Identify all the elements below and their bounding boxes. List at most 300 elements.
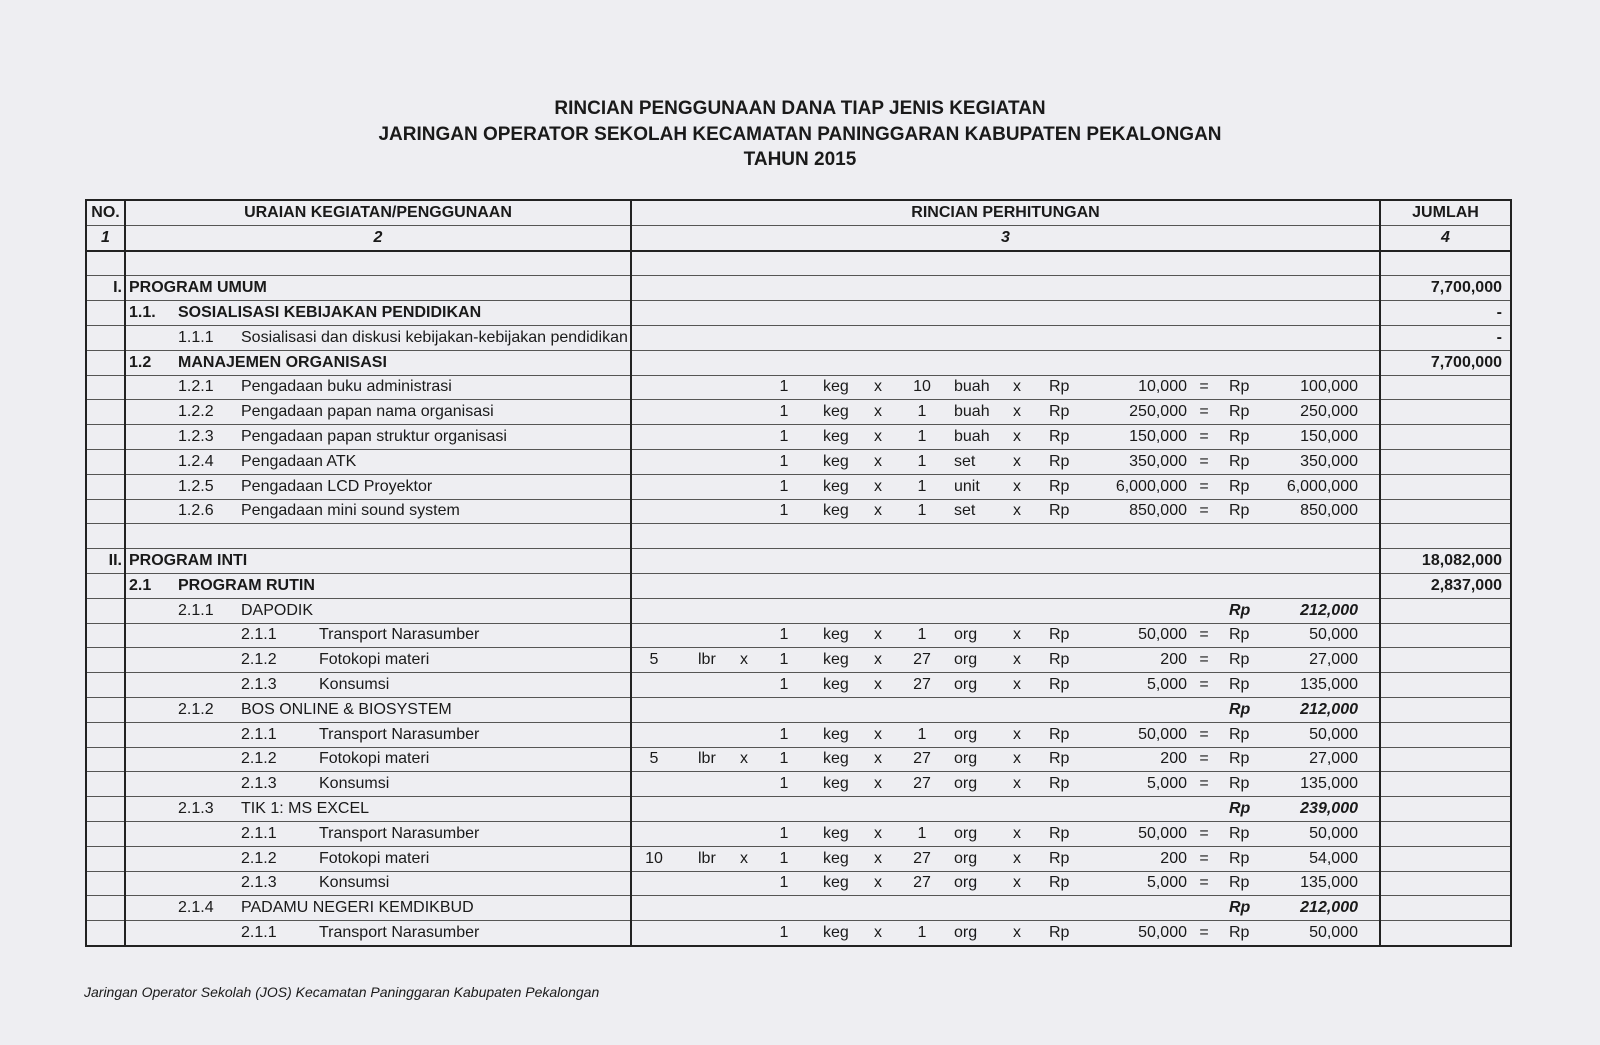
row-calculation bbox=[631, 747, 1380, 772]
row-calculation bbox=[631, 449, 1380, 474]
activity-code: 1.1.1 bbox=[178, 328, 214, 346]
calc-price: 5,000 bbox=[1146, 676, 1187, 694]
item-title: Konsumsi bbox=[319, 874, 390, 892]
calc-total: 150,000 bbox=[1300, 428, 1358, 446]
calc-u1: keg bbox=[823, 626, 849, 644]
row-calculation bbox=[631, 772, 1380, 797]
calc-q2: 27 bbox=[913, 775, 931, 793]
row-jumlah bbox=[1380, 846, 1511, 871]
row-no bbox=[86, 846, 125, 871]
calc-rp: Rp bbox=[1049, 924, 1070, 941]
times-sign: x bbox=[1013, 849, 1021, 867]
row-jumlah bbox=[1380, 474, 1511, 499]
calc-total: 135,000 bbox=[1300, 676, 1358, 694]
row-no bbox=[86, 797, 125, 822]
calc-u2: org bbox=[954, 651, 978, 669]
calc-u2: org bbox=[954, 849, 978, 867]
row-calculation bbox=[631, 400, 1380, 425]
calc-u0: lbr bbox=[698, 750, 716, 768]
row-jumlah bbox=[1380, 747, 1511, 772]
calc-total: 50,000 bbox=[1309, 725, 1358, 743]
row-no bbox=[86, 425, 125, 450]
row-jumlah bbox=[1380, 425, 1511, 450]
calc-eq: = bbox=[1199, 378, 1209, 396]
row-description bbox=[125, 573, 631, 598]
column-number-row bbox=[86, 225, 1511, 250]
calc-u1: keg bbox=[823, 849, 849, 867]
calc-rp: Rp bbox=[1049, 824, 1070, 842]
calc-rp: Rp bbox=[1049, 378, 1070, 396]
times-sign: x bbox=[874, 477, 882, 495]
row-calculation bbox=[631, 797, 1380, 822]
calc-total: 54,000 bbox=[1309, 849, 1358, 867]
calc-q2: 1 bbox=[917, 403, 927, 421]
calc-rp: Rp bbox=[1049, 403, 1070, 421]
calc-u1: keg bbox=[823, 775, 849, 793]
row-no: II. bbox=[86, 549, 125, 574]
calc-u2: org bbox=[954, 676, 978, 694]
subtotal-currency: Rp bbox=[1229, 601, 1251, 619]
times-sign: x bbox=[1013, 750, 1021, 768]
table-row bbox=[86, 449, 1511, 474]
calc-q2: 27 bbox=[913, 676, 931, 694]
item-title: Pengadaan buku administrasi bbox=[241, 378, 452, 396]
calc-rp: Rp bbox=[1049, 477, 1070, 495]
calc-q2: 27 bbox=[913, 874, 931, 892]
program-title: PROGRAM INTI bbox=[129, 552, 248, 570]
item-code: 1.2.6 bbox=[178, 502, 214, 520]
item-title: Konsumsi bbox=[319, 775, 390, 793]
calc-u1: keg bbox=[823, 428, 849, 446]
times-sign: x bbox=[1013, 378, 1021, 396]
subtotal-currency: Rp bbox=[1229, 700, 1251, 718]
calc-u2: org bbox=[954, 874, 978, 892]
section-code: 1.1. bbox=[129, 304, 156, 322]
calc-price: 10,000 bbox=[1138, 378, 1187, 396]
item-code: 2.1.1 bbox=[241, 725, 277, 743]
item-title: Transport Narasumber bbox=[319, 626, 480, 644]
row-calculation bbox=[631, 673, 1380, 698]
row-jumlah bbox=[1380, 251, 1511, 276]
calc-rp: Rp bbox=[1049, 502, 1070, 520]
row-no: I. bbox=[86, 276, 125, 301]
calc-eq: = bbox=[1199, 403, 1209, 421]
calc-price: 850,000 bbox=[1129, 502, 1187, 520]
times-sign: x bbox=[874, 626, 882, 644]
colnum-1: 1 bbox=[86, 225, 125, 250]
calc-rp2: Rp bbox=[1229, 502, 1250, 520]
activity-title: Sosialisasi dan diskusi kebijakan-kebijakan pendidikan bbox=[241, 328, 628, 346]
row-no bbox=[86, 350, 125, 375]
calc-u1: keg bbox=[823, 750, 849, 768]
calc-rp: Rp bbox=[1049, 725, 1070, 743]
times-sign: x bbox=[1013, 428, 1021, 446]
calc-u1: keg bbox=[823, 676, 849, 694]
row-jumlah bbox=[1380, 499, 1511, 524]
row-description bbox=[125, 797, 631, 822]
row-jumlah bbox=[1380, 821, 1511, 846]
calc-rp2: Rp bbox=[1229, 403, 1250, 421]
calc-eq: = bbox=[1199, 428, 1209, 446]
calc-price: 350,000 bbox=[1129, 452, 1187, 470]
calc-u2: org bbox=[954, 626, 978, 644]
row-description bbox=[125, 350, 631, 375]
calc-u2: buah bbox=[954, 378, 990, 396]
calc-eq: = bbox=[1199, 626, 1209, 644]
item-title: Pengadaan papan nama organisasi bbox=[241, 403, 494, 421]
activity-title: BOS ONLINE & BIOSYSTEM bbox=[241, 700, 452, 718]
calc-eq: = bbox=[1199, 924, 1209, 941]
row-jumlah: - bbox=[1380, 325, 1511, 350]
calc-q1: 1 bbox=[779, 403, 789, 421]
row-description bbox=[125, 697, 631, 722]
calc-rp2: Rp bbox=[1229, 378, 1250, 396]
header-rincian: RINCIAN PERHITUNGAN bbox=[631, 200, 1380, 225]
row-calculation bbox=[631, 425, 1380, 450]
section-code: 1.2 bbox=[129, 353, 152, 371]
calc-rp: Rp bbox=[1049, 676, 1070, 694]
table-row bbox=[86, 524, 1511, 549]
calc-q1: 1 bbox=[779, 824, 789, 842]
row-description bbox=[125, 251, 631, 276]
calc-q2: 27 bbox=[913, 750, 931, 768]
calc-q2: 1 bbox=[917, 428, 927, 446]
times-sign: x bbox=[874, 676, 882, 694]
colnum-4: 4 bbox=[1380, 225, 1511, 250]
item-code: 1.2.4 bbox=[178, 452, 214, 470]
row-jumlah bbox=[1380, 722, 1511, 747]
row-calculation bbox=[631, 375, 1380, 400]
calc-total: 350,000 bbox=[1300, 452, 1358, 470]
row-jumlah bbox=[1380, 797, 1511, 822]
table-row bbox=[86, 648, 1511, 673]
times-sign: x bbox=[874, 924, 882, 941]
calc-q2: 27 bbox=[913, 651, 931, 669]
row-calculation bbox=[631, 846, 1380, 871]
calc-q1: 1 bbox=[779, 626, 789, 644]
doc-title-line1: RINCIAN PENGGUNAAN DANA TIAP JENIS KEGIATAN bbox=[554, 98, 1046, 119]
row-description bbox=[125, 871, 631, 896]
calc-u2: org bbox=[954, 750, 978, 768]
times-sign: x bbox=[1013, 477, 1021, 495]
calc-u2: org bbox=[954, 924, 978, 941]
calc-rp2: Rp bbox=[1229, 924, 1250, 941]
row-calculation bbox=[631, 276, 1380, 301]
calc-total: 6,000,000 bbox=[1286, 477, 1358, 495]
row-no bbox=[86, 921, 125, 946]
times-sign: x bbox=[1013, 775, 1021, 793]
calc-total: 50,000 bbox=[1309, 824, 1358, 842]
table-row bbox=[86, 821, 1511, 846]
item-code: 2.1.1 bbox=[241, 824, 277, 842]
row-jumlah: 7,700,000 bbox=[1380, 276, 1511, 301]
row-calculation bbox=[631, 549, 1380, 574]
calc-price: 200 bbox=[1160, 651, 1187, 669]
row-no bbox=[86, 673, 125, 698]
calc-price: 50,000 bbox=[1138, 924, 1187, 941]
row-no bbox=[86, 449, 125, 474]
item-title: Konsumsi bbox=[319, 676, 390, 694]
row-calculation bbox=[631, 573, 1380, 598]
times-sign: x bbox=[874, 775, 882, 793]
item-title: Fotokopi materi bbox=[319, 651, 430, 669]
calc-u1: keg bbox=[823, 824, 849, 842]
row-no bbox=[86, 301, 125, 326]
row-no bbox=[86, 747, 125, 772]
row-no bbox=[86, 499, 125, 524]
row-description bbox=[125, 896, 631, 921]
calc-rp2: Rp bbox=[1229, 676, 1250, 694]
row-no bbox=[86, 623, 125, 648]
activity-code: 2.1.3 bbox=[178, 800, 214, 818]
activity-title: PADAMU NEGERI KEMDIKBUD bbox=[241, 899, 474, 917]
table-row bbox=[86, 846, 1511, 871]
calc-price: 50,000 bbox=[1138, 824, 1187, 842]
calc-u2: org bbox=[954, 725, 978, 743]
table-row bbox=[86, 772, 1511, 797]
calc-u2: unit bbox=[954, 477, 980, 495]
calc-q0: 5 bbox=[649, 750, 659, 768]
header-row bbox=[86, 200, 1511, 225]
row-description bbox=[125, 673, 631, 698]
table-row bbox=[86, 425, 1511, 450]
row-no bbox=[86, 598, 125, 623]
times-sign: x bbox=[1013, 502, 1021, 520]
colnum-3: 3 bbox=[631, 225, 1380, 250]
calc-eq: = bbox=[1199, 676, 1209, 694]
row-calculation bbox=[631, 325, 1380, 350]
row-no bbox=[86, 648, 125, 673]
calc-q1: 1 bbox=[779, 849, 789, 867]
calc-eq: = bbox=[1199, 725, 1209, 743]
item-title: Pengadaan LCD Proyektor bbox=[241, 477, 433, 495]
activity-title: DAPODIK bbox=[241, 601, 314, 619]
item-code: 1.2.2 bbox=[178, 403, 214, 421]
header-jumlah: JUMLAH bbox=[1380, 200, 1511, 225]
activity-title: TIK 1: MS EXCEL bbox=[241, 800, 370, 818]
calc-rp2: Rp bbox=[1229, 428, 1250, 446]
calc-u0: lbr bbox=[698, 849, 716, 867]
calc-total: 135,000 bbox=[1300, 775, 1358, 793]
calc-eq: = bbox=[1199, 502, 1209, 520]
row-jumlah bbox=[1380, 375, 1511, 400]
calc-q0: 10 bbox=[645, 849, 663, 867]
times-sign: x bbox=[740, 651, 748, 669]
times-sign: x bbox=[740, 750, 748, 768]
calc-price: 6,000,000 bbox=[1115, 477, 1187, 495]
row-jumlah: 7,700,000 bbox=[1380, 350, 1511, 375]
row-calculation bbox=[631, 623, 1380, 648]
row-calculation bbox=[631, 821, 1380, 846]
calc-u2: buah bbox=[954, 428, 990, 446]
table-row bbox=[86, 896, 1511, 921]
table-row bbox=[86, 573, 1511, 598]
table-row bbox=[86, 797, 1511, 822]
table-row bbox=[86, 251, 1511, 276]
row-jumlah bbox=[1380, 896, 1511, 921]
row-jumlah bbox=[1380, 648, 1511, 673]
item-title: Fotokopi materi bbox=[319, 750, 430, 768]
times-sign: x bbox=[1013, 824, 1021, 842]
table-row bbox=[86, 598, 1511, 623]
calc-u1: keg bbox=[823, 725, 849, 743]
table-row bbox=[86, 474, 1511, 499]
calc-q1: 1 bbox=[779, 428, 789, 446]
row-no bbox=[86, 524, 125, 549]
calc-u2: org bbox=[954, 775, 978, 793]
row-calculation bbox=[631, 722, 1380, 747]
calc-q1: 1 bbox=[779, 874, 789, 892]
calc-u1: keg bbox=[823, 924, 849, 941]
row-description bbox=[125, 474, 631, 499]
calc-total: 50,000 bbox=[1309, 924, 1358, 941]
calc-u2: org bbox=[954, 824, 978, 842]
row-no bbox=[86, 325, 125, 350]
calc-price: 200 bbox=[1160, 750, 1187, 768]
row-no bbox=[86, 375, 125, 400]
row-calculation bbox=[631, 921, 1380, 946]
row-no bbox=[86, 871, 125, 896]
row-jumlah: 2,837,000 bbox=[1380, 573, 1511, 598]
calc-total: 50,000 bbox=[1309, 626, 1358, 644]
row-description bbox=[125, 549, 631, 574]
item-title: Transport Narasumber bbox=[319, 824, 480, 842]
table-row bbox=[86, 921, 1511, 946]
table-row bbox=[86, 375, 1511, 400]
calc-u1: keg bbox=[823, 378, 849, 396]
activity-code: 2.1.1 bbox=[178, 601, 214, 619]
row-calculation bbox=[631, 499, 1380, 524]
row-description bbox=[125, 325, 631, 350]
calc-q1: 1 bbox=[779, 750, 789, 768]
item-code: 1.2.1 bbox=[178, 378, 214, 396]
table-row bbox=[86, 549, 1511, 574]
section-title: SOSIALISASI KEBIJAKAN PENDIDIKAN bbox=[178, 304, 482, 322]
section-title: MANAJEMEN ORGANISASI bbox=[178, 353, 387, 371]
row-description bbox=[125, 400, 631, 425]
calc-rp2: Rp bbox=[1229, 477, 1250, 495]
row-no bbox=[86, 573, 125, 598]
calc-u1: keg bbox=[823, 651, 849, 669]
row-description bbox=[125, 747, 631, 772]
times-sign: x bbox=[1013, 452, 1021, 470]
table-row bbox=[86, 276, 1511, 301]
row-no bbox=[86, 896, 125, 921]
calc-rp: Rp bbox=[1049, 874, 1070, 892]
calc-eq: = bbox=[1199, 874, 1209, 892]
row-description bbox=[125, 722, 631, 747]
item-code: 2.1.2 bbox=[241, 750, 277, 768]
row-description bbox=[125, 301, 631, 326]
doc-title-line3: TAHUN 2015 bbox=[743, 149, 857, 170]
calc-q0: 5 bbox=[649, 651, 659, 669]
calc-q2: 1 bbox=[917, 626, 927, 644]
item-title: Transport Narasumber bbox=[319, 924, 480, 941]
row-description bbox=[125, 623, 631, 648]
calc-total: 100,000 bbox=[1300, 378, 1358, 396]
calc-rp2: Rp bbox=[1229, 651, 1250, 669]
colnum-2: 2 bbox=[125, 225, 631, 250]
subtotal-value: 212,000 bbox=[1300, 601, 1358, 619]
calc-q1: 1 bbox=[779, 651, 789, 669]
times-sign: x bbox=[1013, 651, 1021, 669]
item-title: Fotokopi materi bbox=[319, 849, 430, 867]
times-sign: x bbox=[874, 428, 882, 446]
times-sign: x bbox=[874, 502, 882, 520]
calc-eq: = bbox=[1199, 824, 1209, 842]
calc-eq: = bbox=[1199, 849, 1209, 867]
calc-rp2: Rp bbox=[1229, 824, 1250, 842]
times-sign: x bbox=[1013, 924, 1021, 941]
calc-total: 850,000 bbox=[1300, 502, 1358, 520]
row-description bbox=[125, 772, 631, 797]
row-no bbox=[86, 772, 125, 797]
times-sign: x bbox=[874, 824, 882, 842]
activity-code: 2.1.4 bbox=[178, 899, 214, 917]
item-code: 2.1.3 bbox=[241, 676, 277, 694]
calc-q2: 27 bbox=[913, 849, 931, 867]
times-sign: x bbox=[1013, 874, 1021, 892]
calc-rp: Rp bbox=[1049, 849, 1070, 867]
calc-rp: Rp bbox=[1049, 452, 1070, 470]
item-code: 2.1.3 bbox=[241, 775, 277, 793]
program-title: PROGRAM UMUM bbox=[129, 279, 267, 297]
calc-u0: lbr bbox=[698, 651, 716, 669]
item-code: 2.1.2 bbox=[241, 849, 277, 867]
calc-rp2: Rp bbox=[1229, 849, 1250, 867]
calc-q2: 1 bbox=[917, 824, 927, 842]
calc-total: 27,000 bbox=[1309, 750, 1358, 768]
row-description bbox=[125, 276, 631, 301]
table-row bbox=[86, 499, 1511, 524]
table-row bbox=[86, 400, 1511, 425]
row-calculation bbox=[631, 697, 1380, 722]
row-description bbox=[125, 921, 631, 946]
row-no bbox=[86, 251, 125, 276]
item-code: 1.2.5 bbox=[178, 477, 214, 495]
row-no bbox=[86, 400, 125, 425]
calc-eq: = bbox=[1199, 775, 1209, 793]
row-description bbox=[125, 821, 631, 846]
calc-rp2: Rp bbox=[1229, 452, 1250, 470]
calc-rp2: Rp bbox=[1229, 626, 1250, 644]
times-sign: x bbox=[874, 403, 882, 421]
calc-q1: 1 bbox=[779, 378, 789, 396]
row-jumlah: - bbox=[1380, 301, 1511, 326]
header-uraian: URAIAN KEGIATAN/PENGGUNAAN bbox=[125, 200, 631, 225]
calc-price: 200 bbox=[1160, 849, 1187, 867]
times-sign: x bbox=[874, 725, 882, 743]
calc-q2: 1 bbox=[917, 502, 927, 520]
item-code: 2.1.1 bbox=[241, 924, 277, 941]
calc-q2: 1 bbox=[917, 924, 927, 941]
table-row bbox=[86, 623, 1511, 648]
calc-rp: Rp bbox=[1049, 651, 1070, 669]
row-no bbox=[86, 722, 125, 747]
item-code: 2.1.2 bbox=[241, 651, 277, 669]
subtotal-value: 212,000 bbox=[1300, 700, 1358, 718]
calc-rp: Rp bbox=[1049, 750, 1070, 768]
calc-rp: Rp bbox=[1049, 428, 1070, 446]
row-jumlah bbox=[1380, 697, 1511, 722]
section-title: PROGRAM RUTIN bbox=[178, 576, 315, 594]
calc-q2: 1 bbox=[917, 725, 927, 743]
calc-q2: 10 bbox=[913, 378, 931, 396]
subtotal-currency: Rp bbox=[1229, 800, 1251, 818]
table-row bbox=[86, 871, 1511, 896]
page-footer: Jaringan Operator Sekolah (JOS) Kecamatan Paninggaran Kabupaten Pekalongan bbox=[84, 984, 600, 1000]
calc-u1: keg bbox=[823, 452, 849, 470]
